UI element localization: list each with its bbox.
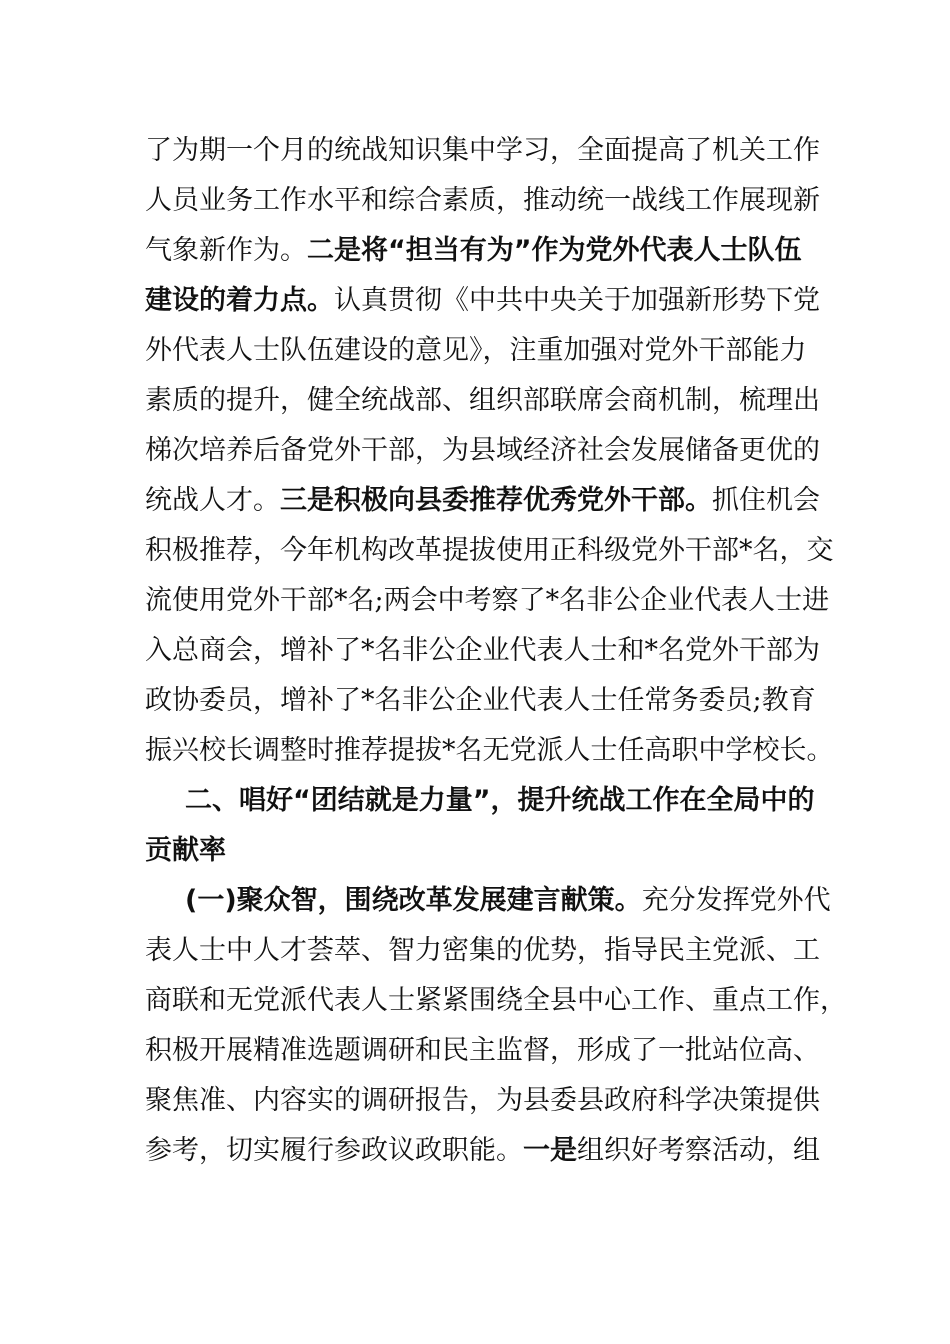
- text-run: 统战人才。: [145, 485, 280, 516]
- text-line: [145, 476, 820, 526]
- text-line: [145, 1076, 820, 1126]
- text-line: [145, 526, 834, 576]
- text-line: [145, 626, 820, 676]
- section-heading: [145, 776, 815, 826]
- text-run: 商联和无党派代表人士紧紧围绕全县中心工作、重点工作，: [145, 985, 847, 1016]
- bold-text-run: 二、唱好“团结就是力量”，提升统战工作在全局中的: [185, 785, 815, 816]
- text-line: [145, 726, 834, 776]
- text-line: [145, 126, 820, 176]
- text-run: 梯次培养后备党外干部，为县域经济社会发展储备更优的: [145, 435, 820, 466]
- bold-text-run: 二是将“担当有为”作为党外代表人士队伍: [307, 235, 802, 266]
- text-run: 了为期一个月的统战知识集中学习，全面提高了机关工作: [145, 135, 820, 166]
- text-run: 外代表人士队伍建设的意见》，注重加强对党外干部能力: [145, 335, 807, 366]
- text-run: 素质的提升，健全统战部、组织部联席会商机制，梳理出: [145, 385, 820, 416]
- text-line: [145, 976, 847, 1026]
- text-line: [145, 676, 816, 726]
- text-line: [145, 326, 805, 376]
- body-text: [145, 126, 847, 1176]
- text-line: [145, 176, 820, 226]
- text-line: [145, 876, 831, 926]
- text-run: 组织好考察活动，组: [577, 1135, 820, 1166]
- text-run: 充分发挥党外代: [641, 885, 831, 916]
- text-line: [145, 1026, 820, 1076]
- text-run: 抓住机会: [712, 485, 820, 516]
- text-line: [145, 1126, 820, 1176]
- bold-text-run: 三是积极向县委推荐优秀党外干部。: [280, 485, 712, 516]
- text-run: 流使用党外干部*名;两会中考察了*名非公企业代表人士进: [145, 585, 830, 616]
- text-line: [145, 926, 820, 976]
- text-line: [145, 226, 805, 276]
- text-line: [145, 426, 820, 476]
- text-run: 聚焦准、内容实的调研报告，为县委县政府科学决策提供: [145, 1085, 820, 1116]
- text-run: 入总商会，增补了*名非公企业代表人士和*名党外干部为: [145, 635, 820, 666]
- text-run: 气象新作为。: [145, 235, 307, 266]
- bold-text-run: 贡献率: [145, 835, 226, 866]
- text-line: [145, 376, 820, 426]
- text-line: [145, 276, 820, 326]
- bold-text-run: 一是: [523, 1135, 577, 1166]
- section-heading-continued: [145, 826, 805, 876]
- text-run: 人员业务工作水平和综合素质，推动统一战线工作展现新: [145, 185, 820, 216]
- text-run: 表人士中人才荟萃、智力密集的优势，指导民主党派、工: [145, 935, 820, 966]
- text-line: [145, 576, 830, 626]
- text-run: 参考，切实履行参政议政职能。: [145, 1135, 523, 1166]
- text-run: 振兴校长调整时推荐提拔*名无党派人士任高职中学校长。: [145, 735, 834, 766]
- text-run: 积极开展精准选题调研和民主监督，形成了一批站位高、: [145, 1035, 820, 1066]
- bold-text-run: (一)聚众智，围绕改革发展建言献策。: [185, 885, 642, 916]
- text-run: 政协委员，增补了*名非公企业代表人士任常务委员;教育: [145, 685, 816, 716]
- text-run: 认真贯彻《中共中央关于加强新形势下党: [334, 285, 820, 316]
- text-run: 积极推荐，今年机构改革提拔使用正科级党外干部*名，交: [145, 535, 834, 566]
- bold-text-run: 建设的着力点。: [145, 285, 334, 316]
